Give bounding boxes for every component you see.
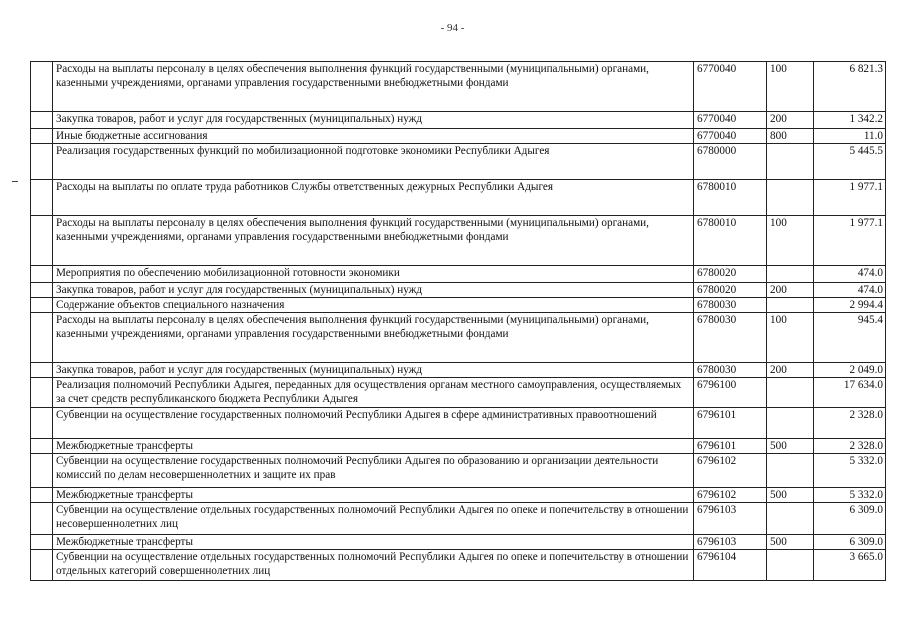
margin-mark (12, 181, 18, 182)
expense-name-cell: Субвенции на осуществление государственных полномочий Республики Адыгея по образованию и организации деятельности комиссий по делам несовершеннолетних и защите их прав (53, 454, 694, 488)
table-row (31, 363, 886, 378)
row-index-cell (31, 112, 53, 129)
expense-type-cell: 500 (767, 488, 814, 503)
expense-name-cell: Закупка товаров, работ и услуг для государственных (муниципальных) нужд (53, 112, 694, 129)
target-article-cell: 6780030 (694, 363, 767, 378)
amount-cell: 11.0 (814, 129, 886, 144)
expense-type-cell: 500 (767, 535, 814, 550)
expense-type-cell: 800 (767, 129, 814, 144)
expense-name-cell: Расходы на выплаты персоналу в целях обеспечения выполнения функций государственными (муниципальными) органами, казенными учреждениями, органами управления государственными внебюджетными фондами (53, 216, 694, 266)
row-index-cell (31, 144, 53, 180)
expense-type-cell (767, 550, 814, 581)
row-index-cell (31, 550, 53, 581)
expense-name-cell: Закупка товаров, работ и услуг для государственных (муниципальных) нужд (53, 363, 694, 378)
expense-name-cell: Расходы на выплаты по оплате труда работников Службы ответственных дежурных Республики Адыгея (53, 180, 694, 216)
amount-cell: 5 332.0 (814, 454, 886, 488)
target-article-cell: 6770040 (694, 62, 767, 112)
target-article-cell: 6796103 (694, 503, 767, 535)
table-row (31, 454, 886, 488)
expense-name-cell: Расходы на выплаты персоналу в целях обеспечения выполнения функций государственными (муниципальными) органами, казенными учреждениями, органами управления государственными внебюджетными фондами (53, 313, 694, 363)
amount-cell: 6 309.0 (814, 535, 886, 550)
table-row (31, 503, 886, 535)
amount-cell: 2 328.0 (814, 408, 886, 439)
amount-cell: 945.4 (814, 313, 886, 363)
expense-name-cell: Субвенции на осуществление отдельных государственных полномочий Республики Адыгея по опеке и попечительству в отношении отдельных категорий совершеннолетних лиц (53, 550, 694, 581)
table-row (31, 439, 886, 454)
expense-name-cell: Расходы на выплаты персоналу в целях обеспечения выполнения функций государственными (муниципальными) органами, казенными учреждениями, органами управления государственными внебюджетными фондами (53, 62, 694, 112)
table-row (31, 216, 886, 266)
expense-name-cell: Содержание объектов специального назначения (53, 298, 694, 313)
expense-type-cell: 100 (767, 62, 814, 112)
row-index-cell (31, 408, 53, 439)
target-article-cell: 6770040 (694, 129, 767, 144)
row-index-cell (31, 62, 53, 112)
amount-cell: 1 977.1 (814, 180, 886, 216)
table-row (31, 488, 886, 503)
expense-name-cell: Мероприятия по обеспечению мобилизационной готовности экономики (53, 266, 694, 283)
table-row (31, 408, 886, 439)
expense-name-cell: Субвенции на осуществление государственных полномочий Республики Адыгея в сфере административных правоотношений (53, 408, 694, 439)
expense-type-cell (767, 298, 814, 313)
table-row (31, 112, 886, 129)
table-row (31, 180, 886, 216)
expense-type-cell (767, 144, 814, 180)
amount-cell: 6 309.0 (814, 503, 886, 535)
amount-cell: 5 332.0 (814, 488, 886, 503)
target-article-cell: 6770040 (694, 112, 767, 129)
amount-cell: 2 328.0 (814, 439, 886, 454)
row-index-cell (31, 180, 53, 216)
amount-cell: 2 049.0 (814, 363, 886, 378)
expense-type-cell: 500 (767, 439, 814, 454)
target-article-cell: 6780020 (694, 266, 767, 283)
target-article-cell: 6780010 (694, 216, 767, 266)
table-row (31, 129, 886, 144)
table-row (31, 62, 886, 112)
expense-type-cell: 200 (767, 112, 814, 129)
target-article-cell: 6796101 (694, 408, 767, 439)
target-article-cell: 6780030 (694, 298, 767, 313)
expense-name-cell: Субвенции на осуществление отдельных государственных полномочий Республики Адыгея по опеке и попечительству в отношении несовершеннолетних лиц (53, 503, 694, 535)
amount-cell: 1 977.1 (814, 216, 886, 266)
table-row (31, 313, 886, 363)
budget-table (30, 61, 886, 581)
expense-type-cell (767, 503, 814, 535)
expense-type-cell: 100 (767, 313, 814, 363)
row-index-cell (31, 216, 53, 266)
target-article-cell: 6780010 (694, 180, 767, 216)
page-number: - 94 - (440, 22, 465, 34)
expense-type-cell (767, 408, 814, 439)
row-index-cell (31, 313, 53, 363)
expense-name-cell: Межбюджетные трансферты (53, 439, 694, 454)
expense-type-cell: 100 (767, 216, 814, 266)
target-article-cell: 6796102 (694, 488, 767, 503)
expense-type-cell: 200 (767, 363, 814, 378)
table-row (31, 550, 886, 581)
target-article-cell: 6796104 (694, 550, 767, 581)
target-article-cell: 6796103 (694, 535, 767, 550)
target-article-cell: 6796102 (694, 454, 767, 488)
row-index-cell (31, 283, 53, 298)
expense-type-cell (767, 378, 814, 408)
row-index-cell (31, 129, 53, 144)
table-row (31, 298, 886, 313)
expense-name-cell: Реализация полномочий Республики Адыгея, переданных для осуществления органам местного самоуправления, осуществляемых за счет средств республиканского бюджета Республики Адыгея (53, 378, 694, 408)
target-article-cell: 6796101 (694, 439, 767, 454)
row-index-cell (31, 363, 53, 378)
target-article-cell: 6796100 (694, 378, 767, 408)
table-row (31, 378, 886, 408)
expense-type-cell: 200 (767, 283, 814, 298)
row-index-cell (31, 298, 53, 313)
expense-name-cell: Закупка товаров, работ и услуг для государственных (муниципальных) нужд (53, 283, 694, 298)
expense-type-cell (767, 454, 814, 488)
amount-cell: 17 634.0 (814, 378, 886, 408)
table-row (31, 535, 886, 550)
amount-cell: 6 821.3 (814, 62, 886, 112)
amount-cell: 474.0 (814, 266, 886, 283)
expense-name-cell: Межбюджетные трансферты (53, 488, 694, 503)
row-index-cell (31, 488, 53, 503)
target-article-cell: 6780000 (694, 144, 767, 180)
row-index-cell (31, 503, 53, 535)
expense-name-cell: Межбюджетные трансферты (53, 535, 694, 550)
amount-cell: 5 445.5 (814, 144, 886, 180)
amount-cell: 2 994.4 (814, 298, 886, 313)
row-index-cell (31, 378, 53, 408)
target-article-cell: 6780030 (694, 313, 767, 363)
table-row (31, 144, 886, 180)
amount-cell: 474.0 (814, 283, 886, 298)
row-index-cell (31, 266, 53, 283)
row-index-cell (31, 454, 53, 488)
expense-name-cell: Иные бюджетные ассигнования (53, 129, 694, 144)
target-article-cell: 6780020 (694, 283, 767, 298)
amount-cell: 3 665.0 (814, 550, 886, 581)
budget-table-body (31, 62, 886, 581)
table-row (31, 266, 886, 283)
row-index-cell (31, 535, 53, 550)
amount-cell: 1 342.2 (814, 112, 886, 129)
expense-type-cell (767, 180, 814, 216)
table-row (31, 283, 886, 298)
row-index-cell (31, 439, 53, 454)
expense-name-cell: Реализация государственных функций по мобилизационной подготовке экономики Республики Адыгея (53, 144, 694, 180)
expense-type-cell (767, 266, 814, 283)
